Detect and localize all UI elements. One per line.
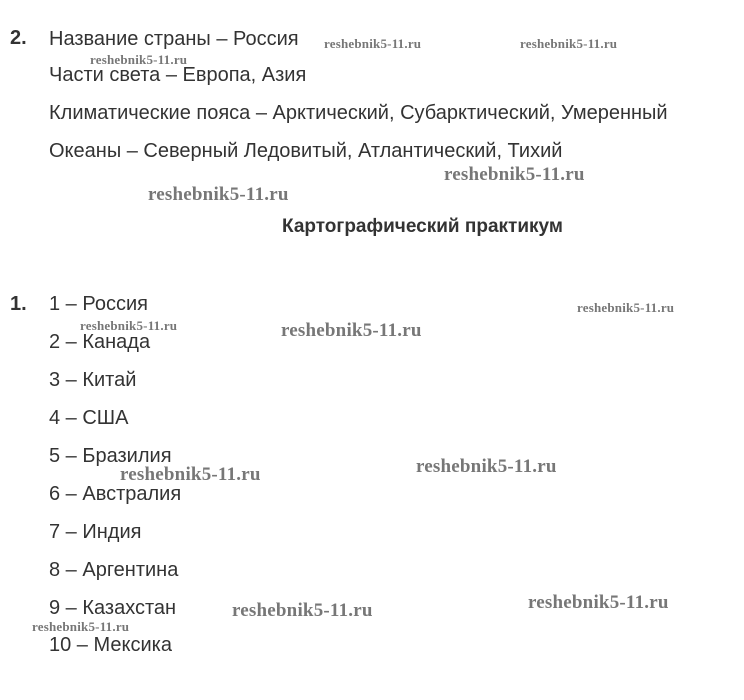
task-2-number: 2. bbox=[10, 27, 27, 49]
map-answer-item: 3 – Китай bbox=[49, 369, 137, 391]
oceans-line: Океаны – Северный Ледовитый, Атлантический, Тихий bbox=[49, 140, 563, 162]
task-1-number: 1. bbox=[10, 293, 27, 315]
watermark: reshebnik5-11.ru bbox=[324, 36, 422, 51]
watermark: reshebnik5-11.ru bbox=[232, 600, 373, 621]
map-answer-item: 10 – Мексика bbox=[49, 634, 172, 656]
watermark: reshebnik5-11.ru bbox=[281, 320, 422, 341]
map-answer-item: 6 – Австралия bbox=[49, 483, 182, 505]
watermark: reshebnik5-11.ru bbox=[80, 318, 178, 333]
map-answer-item: 9 – Казахстан bbox=[49, 597, 177, 619]
watermark: reshebnik5-11.ru bbox=[32, 619, 130, 634]
section-heading: Картографический практикум bbox=[282, 216, 563, 237]
watermark: reshebnik5-11.ru bbox=[444, 164, 585, 185]
watermark: reshebnik5-11.ru bbox=[528, 592, 669, 613]
watermark: reshebnik5-11.ru bbox=[577, 300, 675, 315]
map-answer-item: 5 – Бразилия bbox=[49, 445, 172, 467]
country-name-line: Название страны – Россия bbox=[49, 28, 299, 50]
watermark: reshebnik5-11.ru bbox=[416, 456, 557, 477]
map-answer-item: 1 – Россия bbox=[49, 293, 148, 315]
watermark: reshebnik5-11.ru bbox=[120, 464, 261, 485]
map-answer-item: 8 – Аргентина bbox=[49, 559, 179, 581]
watermark: reshebnik5-11.ru bbox=[148, 184, 289, 205]
map-answer-item: 7 – Индия bbox=[49, 521, 142, 543]
map-answer-item: 4 – США bbox=[49, 407, 129, 429]
map-answer-item: 2 – Канада bbox=[49, 331, 151, 353]
watermark: reshebnik5-11.ru bbox=[520, 36, 618, 51]
watermark: reshebnik5-11.ru bbox=[90, 52, 188, 67]
continents-line: Части света – Европа, Азия bbox=[49, 64, 307, 86]
climate-zones-line: Климатические пояса – Арктический, Субарктический, Умеренный bbox=[49, 102, 668, 124]
